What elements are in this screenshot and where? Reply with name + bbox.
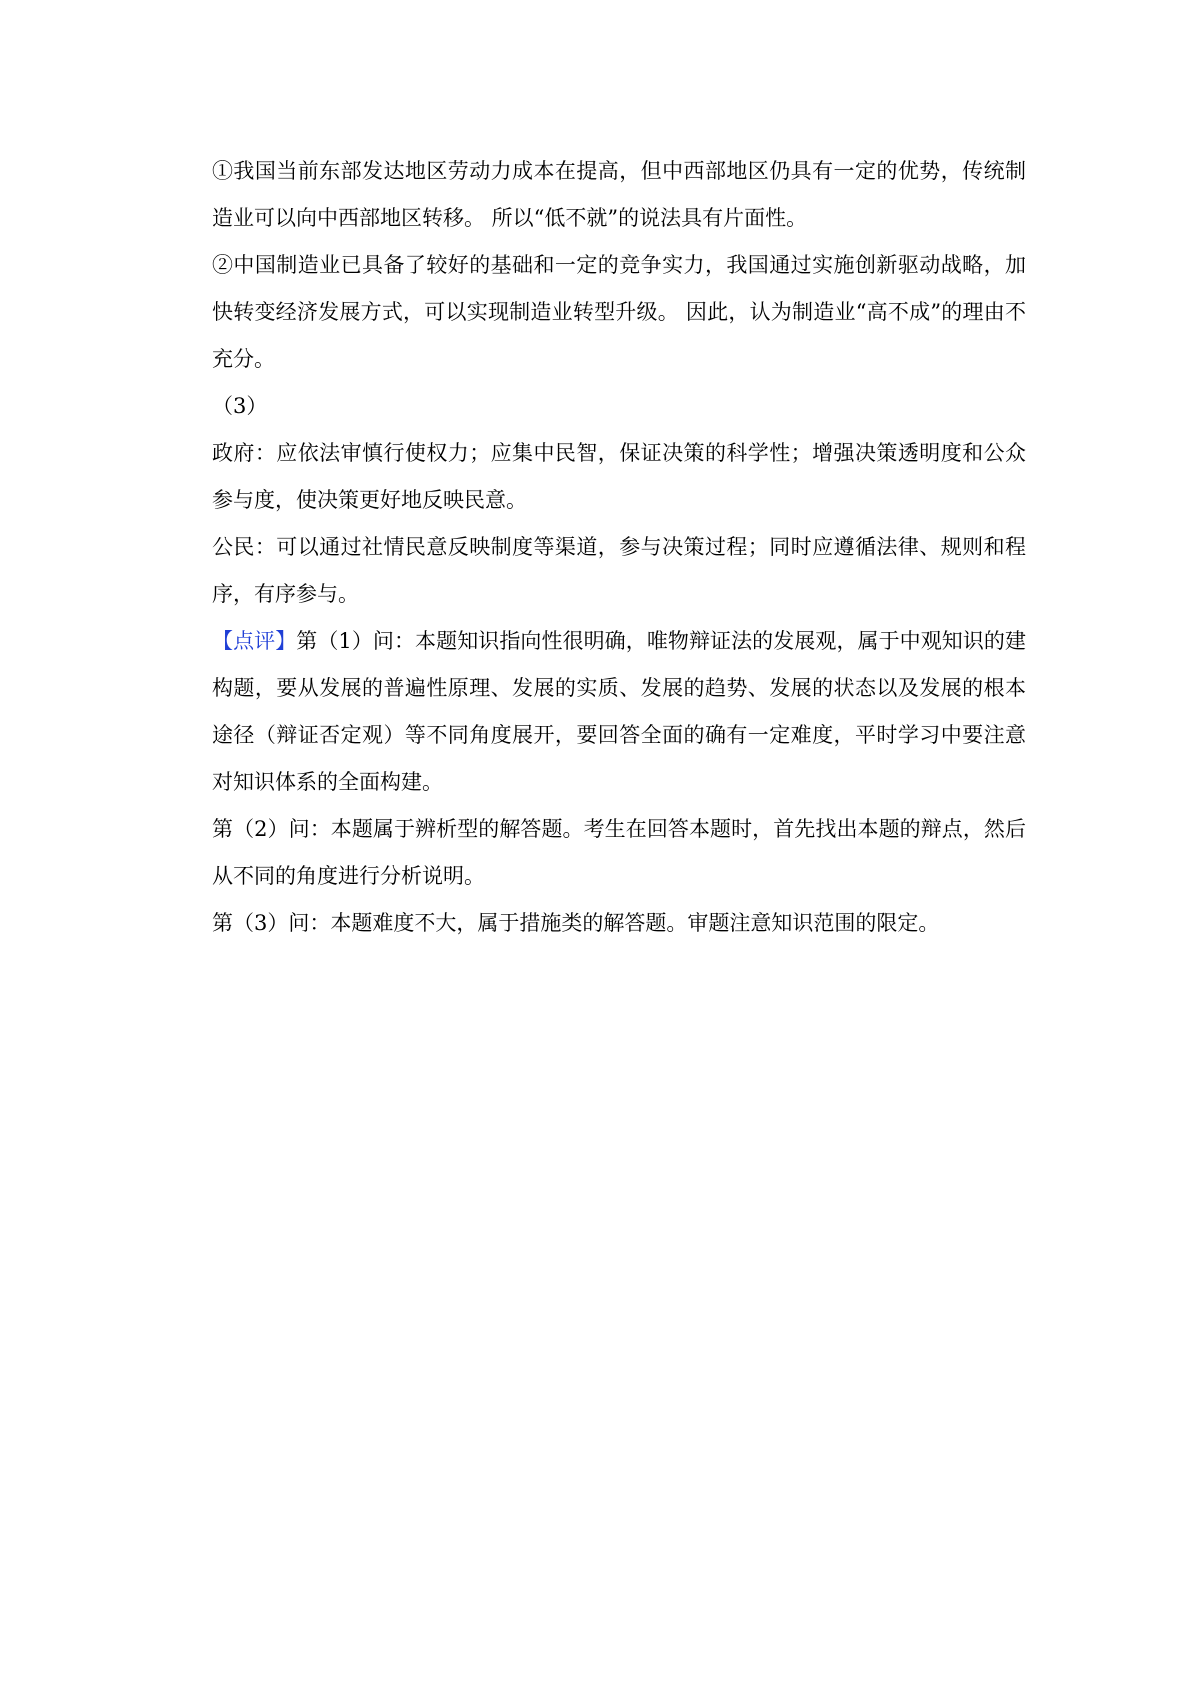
comment-q3: 第（3）问：本题难度不大，属于措施类的解答题。审题注意知识范围的限定。 [212, 911, 940, 935]
answer-q3-government: 政府：应依法审慎行使权力；应集中民智，保证决策的科学性；增强决策透明度和公众参与度，使决策更好地反映民意。 [212, 441, 1026, 512]
comment-q2: 第（2）问：本题属于辨析型的解答题。考生在回答本题时，首先找出本题的辩点，然后从不同的角度进行分析说明。 [212, 817, 1026, 888]
comment-q1-text: 第（1）问：本题知识指向性很明确，唯物辩证法的发展观，属于中观知识的建构题，要从发展的普遍性原理、发展的实质、发展的趋势、发展的状态以及发展的根本途径（辩证否定观）等不同角度展开，要回答全面的确有一定难度，平时学习中要注意对知识体系的全面构建。 [212, 629, 1027, 794]
answer-q2-point-2: ②中国制造业已具备了较好的基础和一定的竞争实力，我国通过实施创新驱动战略，加快转变经济发展方式，可以实现制造业转型升级。 因此，认为制造业“高不成”的理由不充分。 [212, 253, 1026, 371]
comment-tag: 【点评】 [212, 629, 297, 653]
comment-q1 [212, 618, 1026, 806]
answer-q3-label: （3） [212, 394, 268, 418]
answer-q3-citizen: 公民：可以通过社情民意反映制度等渠道，参与决策过程；同时应遵循法律、规则和程序，有序参与。 [212, 535, 1026, 606]
answer-q2-point-1: ①我国当前东部发达地区劳动力成本在提高，但中西部地区仍具有一定的优势，传统制造业可以向中西部地区转移。 所以“低不就”的说法具有片面性。 [212, 159, 1026, 230]
document-page [212, 148, 1026, 947]
